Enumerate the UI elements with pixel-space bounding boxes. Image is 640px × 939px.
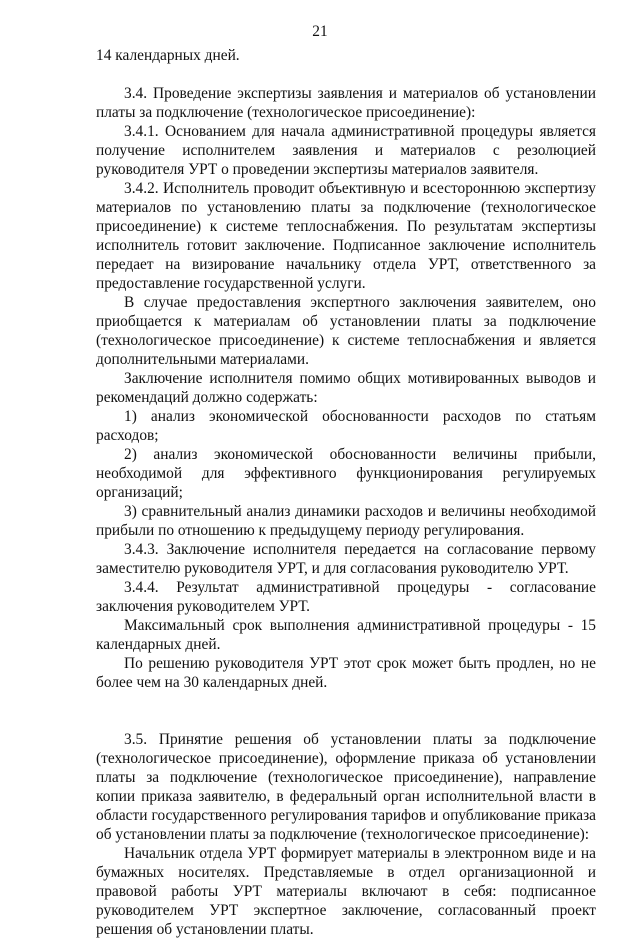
paragraph-expert-conclusion: В случае предоставления экспертного заключения заявителем, оно приобщается к материалам об установлении платы за подключение (технологическое присоединение) к системе теплоснабжения и является дополнительными материалами. [96,294,596,368]
paragraph-max-term: Максимальный срок выполнения административной процедуры - 15 календарных дней. [96,617,596,653]
section-3-4-2: 3.4.2. Исполнитель проводит объективную и всестороннюю экспертизу материалов по установлению платы за подключение (технологическое присоединение) к системе теплоснабжения. По результатам экспертизы исполнитель готовит заключение. Подписанное заключение исполнитель передает на визирование начальнику отдела УРТ, ответственного за предоставление государственной услуги. [96,180,596,292]
list-item-3: 3) сравнительный анализ динамики расходов и величины необходимой прибыли по отношению к предыдущему периоду регулирования. [96,503,596,539]
paragraph-extension: По решению руководителя УРТ этот срок может быть продлен, но не более чем на 30 календарных дней. [96,655,596,691]
page-number: 21 [312,23,328,40]
paragraph-continuation: 14 календарных дней. [96,47,240,64]
section-3-5-heading: 3.5. Принятие решения об установлении платы за подключение (технологическое присоединение), оформление приказа об установлении платы за подключение (технологическое присоединение), направление копии приказа заявителю, в федеральный орган исполнительной власти в области государственного регулирования тарифов и опубликование приказа об установлении платы за подключение (технологическое присоединение): [96,731,596,843]
section-3-4-3: 3.4.3. Заключение исполнителя передается на согласование первому заместителю руководителя УРТ, и для согласования руководителю УРТ. [96,541,596,577]
section-3-4-heading: 3.4. Проведение экспертизы заявления и материалов об установлении платы за подключение (технологическое присоединение): [96,85,596,121]
section-3-4-4: 3.4.4. Результат административной процедуры - согласование заключения руководителем УРТ. [96,579,596,615]
list-item-2: 2) анализ экономической обоснованности величины прибыли, необходимой для эффективного функционирования регулируемых организаций; [96,446,596,501]
paragraph-conclusion-contents: Заключение исполнителя помимо общих мотивированных выводов и рекомендаций должно содержать: [96,370,596,406]
document-body [96,46,596,939]
section-3-4-1: 3.4.1. Основанием для начала административной процедуры является получение исполнителем заявления и материалов с резолюцией руководителя УРТ о проведении экспертизы материалов заявителя. [96,123,596,178]
list-item-1: 1) анализ экономической обоснованности расходов по статьям расходов; [96,408,596,444]
paragraph-department-head: Начальник отдела УРТ формирует материалы в электронном виде и на бумажных носителях. Представляемые в отдел организационной и правовой работы УРТ материалы включают в себя: подписанное руководителем УРТ экспертное заключение, согласованный проект решения об установлении платы. [96,845,596,938]
